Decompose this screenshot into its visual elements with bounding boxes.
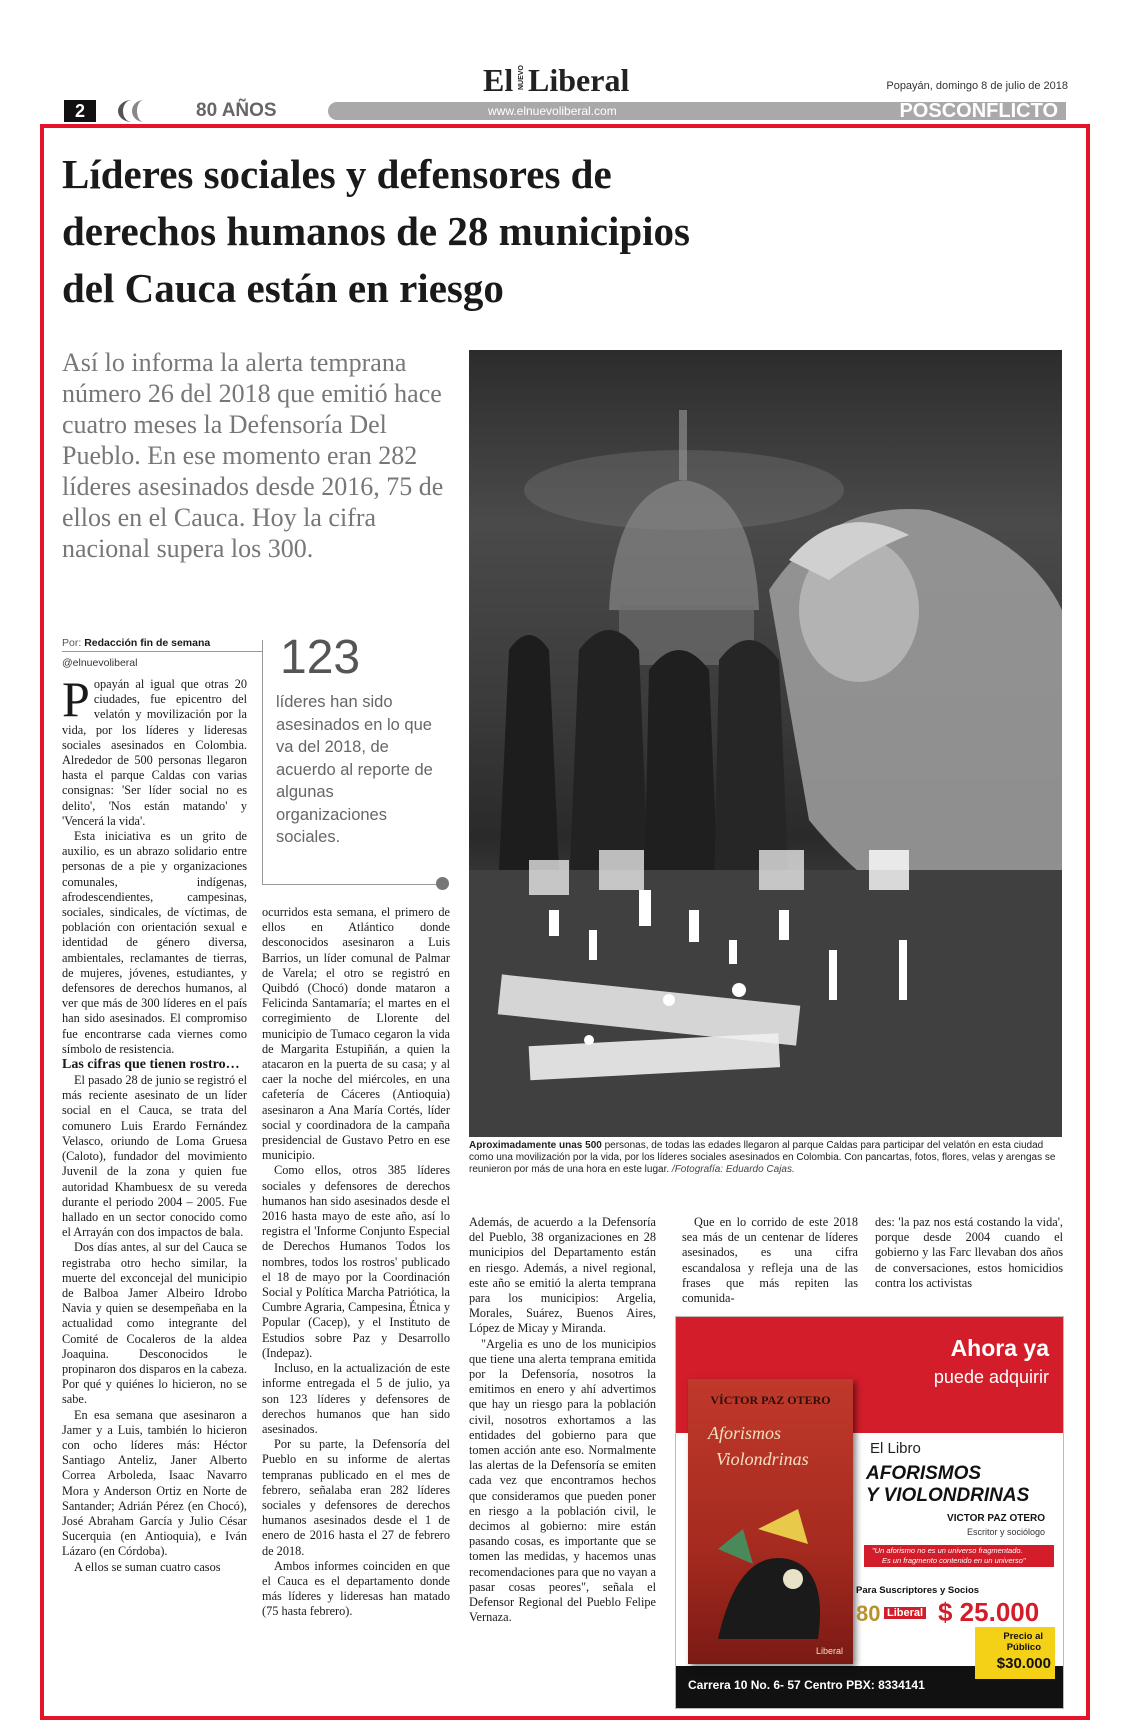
ad-subscribers: Para Suscriptores y Socios	[856, 1585, 980, 1596]
ad-book-title-2: Y VIOLONDRINAS	[866, 1485, 1030, 1506]
cover-title-2: Violondrinas	[716, 1449, 809, 1469]
page-number-text: 2	[74, 101, 85, 121]
ad-author: VICTOR PAZ OTERO	[947, 1513, 1045, 1524]
body-column-3	[469, 1215, 656, 1705]
ad-quote-1: "Un aforismo no es un universo fragmentado.	[872, 1546, 1023, 1555]
cover-illustration	[698, 1489, 843, 1649]
logo-small: NUEVO	[518, 65, 525, 90]
logo-prefix: El	[483, 62, 514, 98]
headline-line-2: derechos humanos de 28 municipios	[62, 208, 691, 254]
ad-headline-1: Ahora ya	[950, 1335, 1049, 1361]
cover-publisher: Liberal	[815, 1646, 843, 1656]
headline-line-1: Líderes sociales y defensores de	[62, 151, 612, 197]
callout-number: 123	[280, 631, 361, 684]
caption-text: personas, de todas las edades llegaron al parque Caldas para participar del velatón en esta ciudad como una movilización por la vida, por los líderes sociales asesinados en Colombia. Con pancartas, fotos, flores, velas y arengas se reunieron por más de una hora en este lugar.	[469, 1140, 1056, 1175]
byline-name: Redacción fin de semana	[84, 637, 211, 649]
ad-quote-2: Es un fragmento contenido en un universo"	[882, 1556, 1026, 1565]
headline	[62, 146, 1062, 317]
paragraph: Esta iniciativa es un grito de auxilio, es un abrazo solidario entre personas de a pie y organizaciones comunales, indígenas, afrodescendientes, campesinas, sociales, sindicales, de víctimas, de población con orientación sexual e identidad de género diversa, ambientales, reclamantes de tierras, de mujeres, jóvenes, estudiantes, y defensores de derechos humanos, al ver que más de 300 líderes en el país han sido asesinados. El compromiso fue encontrarse cada viernes como símbolo de resistencia.	[62, 829, 247, 1056]
website-link[interactable]: www.elnuevoliberal.com	[488, 104, 617, 118]
paragraph: "Argelia es uno de los municipios que tiene una alerta temprana emitida por la Defensoría, nosotros la emitimos en enero y ahí advertimos que hay un riesgo para la población civil, nosotros exhortamos a las entidades del gobierno para que tomen acción ante eso. Normalmente las alertas de la Defensoría se emiten cada vez que encontramos hechos que consideramos que pueden poner en riesgo a la población civil, le decimos al gobierno: mire están pasando cosas, es importante que se tomen las medidas, y hacemos unas recomendaciones para que no vayan a pasar cosas peores", señala el Defensor Regional del Pueblo Felipe Vernaza.	[469, 1336, 656, 1625]
twitter-handle[interactable]: @elnuevoliberal	[62, 657, 138, 669]
paragraph: ocurridos esta semana, el primero de ellos en Atlántico donde desconocidos asesinaron a Luis Barrios, un líder comunal de Palmar de Varela; el otro se registró en Quibdó (Chocó) donde mataron a Felicinda Santamaría; el martes en el corregimiento de Llorente del municipio de Tumaco cegaron la vida de Margarita Estupiñán, a quien la atacaron en la puerta de su casa; y al caer la noche del miércoles, en una cafetería de Cáceres (Antioquia) asesinaron a Ana María Cortés, líder social y coordinadora de la campaña presidencial de Gustavo Petro en ese municipio.	[262, 905, 450, 1163]
cover-author: VÍCTOR PAZ OTERO	[710, 1393, 831, 1407]
body-column-5	[875, 1215, 1063, 1290]
ad-public-label-2: Público	[1006, 1642, 1041, 1653]
body-column-2	[262, 905, 450, 1705]
dateline: Popayán, domingo 8 de julio de 2018	[886, 80, 1068, 92]
paragraph: Como ellos, otros 385 líderes sociales y defensores de derechos humanos han sido asesinados desde el 2016 hasta mayo de este año, así lo registra el 'Informe Conjunto Especial de Derechos Humanos Todos los nombres, todos los rostros' publicado el 18 de mayo por la Coordinación Social y Política Marcha Patriótica, la Cumbre Agraria, Campesina, Étnica y Popular (Cacep), y el Instituto de Estudios sobre Paz y Desarrollo (Indepaz).	[262, 1163, 450, 1360]
ad-price: $ 25.000	[938, 1597, 1040, 1627]
paragraph: El pasado 28 de junio se registró el más reciente asesinato de un líder social en el Cauca, se trata del comunero Luis Erardo Fernández Velasco, oriundo de Loma Gruesa (Caloto), fundador del movimiento Juvenil de la zona y quien fue autoridad Khambuesx de su vereda durante el periodo 2004 – 2005. Fue hallado en un sector conocido como el Arrayán con dos impactos de bala.	[62, 1073, 247, 1240]
caption-bold: Aproximadamente unas 500	[469, 1140, 602, 1151]
byline-prefix: Por:	[62, 637, 82, 649]
deck: Así lo informa la alerta temprana número 26 del 2018 que emitió hace cuatro meses la Defensoría Del Pueblo. En ese momento eran 282 líderes asesinados desde 2016, 75 de ellos en el Cauca. Hoy la cifra nacional supera los 300.	[62, 348, 444, 563]
paragraph: Además, de acuerdo a la Defensoría del Pueblo, 38 organizaciones en 28 municipios del Departamento están en riesgo. Además, a nivel regional, este año se emitió la alerta temprana para los municipios: Argelia, Morales, Suárez, Buenos Aires, López de Micay y Miranda.	[469, 1215, 656, 1336]
vigil-photo-svg	[469, 350, 1062, 1137]
body-column-4	[682, 1215, 858, 1306]
paragraph: Que en lo corrido de este 2018 sea más de un centenar de líderes asesinados, es una cifra escandalosa y refleja una de las frases que más repiten las comunida-	[682, 1215, 858, 1306]
anniversary-label: 80 AÑOS	[196, 100, 277, 121]
callout-rule-v	[262, 640, 263, 885]
callout-rule-h	[262, 884, 442, 885]
ad-logo-80: 80	[856, 1601, 881, 1626]
book-cover	[688, 1379, 853, 1664]
paragraph: En esa semana que asesinaron a Jamer y a Luis, también lo hicieron con ocho líderes más: Héctor Santiago Anteliz, Janer Alberto Correa Arboleda, Isaac Navarro Mora y Anderson Ortiz en Norte de Santander; Adrián Pérez (en Chocó), José Abraham García y Julio César Sucerquia (en Antioquia), e Iván Lázaro (en Córdoba).	[62, 1407, 247, 1559]
ad-address: Carrera 10 No. 6- 57 Centro PBX: 8334141	[688, 1678, 925, 1692]
photo-credit: /Fotografía: Eduardo Cajas.	[671, 1164, 795, 1175]
ad-public-label-1: Precio al	[1003, 1631, 1043, 1642]
masthead-logo[interactable]	[478, 62, 648, 98]
anniversary-arc-2	[132, 100, 155, 122]
callout-dot	[436, 877, 449, 890]
byline	[62, 637, 262, 652]
headline-line-3: del Cauca están en riesgo	[62, 265, 504, 311]
paragraph: des: 'la paz nos está costando la vida', porque desde 2004 cuando el gobierno y las Farc llevaban dos años de conversaciones, estos homicidios contra los activistas	[875, 1215, 1063, 1290]
callout-text: líderes han sido asesinados en lo que va del 2018, de acuerdo al reporte de algunas organizaciones sociales.	[276, 693, 433, 846]
paragraph: Incluso, en la actualización de este informe entregada el 5 de julio, ya son 123 líderes y defensores de derechos humanos que han sido asesinados.	[262, 1361, 450, 1436]
paragraph: opayán al igual que otras 20 ciudades, fue epicentro del velatón y movilización por la vida, por los líderes y lideresas sociales asesinados en Colombia. Alrededor de 500 personas llegaron hasta el parque Caldas con varias consignas: 'Ser líder social no es delito', 'Nos están matando' y 'Vencerá la vida'.	[62, 677, 247, 828]
ad-book-title-1: AFORISMOS	[866, 1463, 982, 1484]
photo-caption	[469, 1140, 1062, 1176]
paragraph: Dos días antes, al sur del Cauca se registraba otro hecho similar, la muerte del exconcejal del municipio de Balboa Jamer Albeiro Idrobo Navia y quien se desempeñaba en la actualidad como integrante del Comité de Cocaleros de la aldea Joaquina. Desconocidos le propinaron dos disparos en la cabeza. Por qué y quiénes lo hicieron, no se sabe.	[62, 1240, 247, 1407]
cover-title-1: Aforismos	[708, 1423, 782, 1443]
ad-logo-liberal: Liberal	[884, 1607, 926, 1619]
body-column-1	[62, 671, 247, 1702]
book-advertisement[interactable]	[675, 1316, 1064, 1709]
ad-headline-2: puede adquirir	[933, 1367, 1049, 1387]
vigil-photo	[469, 350, 1062, 1137]
ad-public-price: $30.000	[996, 1655, 1051, 1672]
header-bar	[58, 100, 1066, 122]
page-number	[64, 100, 96, 122]
section-title[interactable]: POSCONFLICTO	[899, 100, 1058, 122]
subheading: Las cifras que tienen rostro…	[62, 1057, 240, 1073]
drop-cap: P	[62, 671, 90, 727]
logo-main: Liberal	[528, 62, 630, 98]
paragraph: Por su parte, la Defensoría del Pueblo en su informe de alertas tempranas publicado en el mes de febrero, señalaba eran 282 líderes sociales y defensores de derechos humanos asesinados desde el 1 de enero de 2016 hasta el 27 de febrero de 2018.	[262, 1437, 450, 1558]
ad-author-role: Escritor y sociólogo	[966, 1527, 1045, 1537]
ad-book-label: El Libro	[870, 1440, 921, 1457]
paragraph: Ambos informes coinciden en que el Cauca es el departamento donde más líderes y lideresas han matado (75 hasta febrero).	[262, 1558, 450, 1619]
paragraph: A ellos se suman cuatro casos	[74, 1559, 221, 1574]
